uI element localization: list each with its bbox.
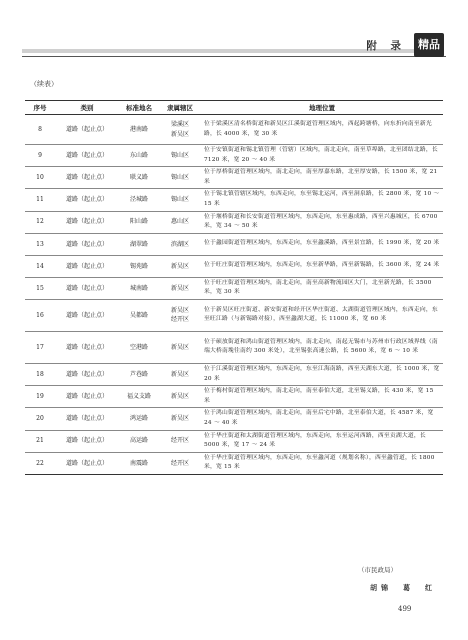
header-bar [22,49,420,53]
cell-district: 锡山区 [159,167,201,189]
cell-no: 14 [25,255,55,277]
cell-no: 17 [25,331,55,363]
cell-no: 19 [25,386,55,408]
table-row [25,331,443,363]
cell-location: 位于梅村街道管理区域内，南北走向，南至泰伯大道，北至锡义路，长 430 米，宽 15 米 [201,386,443,408]
cell-location: 位于华庄街道和太湖街道管理区域内，东西走向，东至运河西路，西至贡湖大道，长 5000 米，宽 17 ～ 24 米 [201,430,443,452]
table-row [25,167,443,189]
cell-location: 位于鸿山街道管理区域内，南北走向，南至后宅中路，北至泰伯大道，长 4587 米，宽 24 ～ 40 米 [201,408,443,430]
continuation-note: （续表） [30,80,58,88]
author-line: 胡锦 葛 红 [370,583,436,592]
page-header [0,0,468,64]
cell-district: 梁溪区 新吴区 [159,115,201,145]
cell-name: 高运路 [119,430,159,452]
table-row [25,211,443,233]
cell-location: 位于江溪街道管理区域内，东西走向，东至江海南路，西至天湖东大道，长 1000 米，宽 20 米 [201,363,443,385]
cell-name: 南震路 [119,452,159,474]
cell-location: 位于新吴区旺庄街道、新安街道和经开区华庄街道、太湖街道管理区域内，东西走向，东至旺江路（与新锡路对接），西至蠡湖大道，长 11000 米，宽 60 米 [201,299,443,331]
cell-no: 8 [25,115,55,145]
cell-location: 位于硕放街道和鸿山街道管理区域内，南北走向，南起无锡市与苏州市行政区域界线（南端大桥南堍往南约 300 米处），北至锡张高速公路，长 5600 米，宽 6 ～ 10 米 [201,331,443,363]
cell-name: 吴都路 [119,299,159,331]
table-row [25,408,443,430]
table-row [25,452,443,474]
cell-district: 经开区 [159,452,201,474]
cell-cat: 道路（起止点） [55,363,119,385]
cell-no: 15 [25,277,55,299]
cell-cat: 道路（起止点） [55,255,119,277]
cell-cat: 道路（起止点） [55,211,119,233]
cell-location: 位于厚桥街道管理区域内，南北走向，南至厚嘉东路，北至厚安路，长 1500 米，宽 21 米 [201,167,443,189]
cell-cat: 道路（起止点） [55,189,119,211]
cell-location: 位于蠡园街道管理区域内，东西走向，东至蠡溪路，西至景宜路，长 1990 米，宽 20 米 [201,233,443,255]
table-row [25,115,443,145]
cell-district: 锡山区 [159,145,201,167]
cell-cat: 道路（起止点） [55,115,119,145]
cell-cat: 道路（起止点） [55,277,119,299]
cell-no: 10 [25,167,55,189]
table-row [25,255,443,277]
cell-no: 12 [25,211,55,233]
cell-name: 锡苑路 [119,255,159,277]
cell-district: 锡山区 [159,189,201,211]
cell-district: 滨湖区 [159,233,201,255]
cell-location: 位于梁溪区清名桥街道和新吴区江溪街道管理区域内，西起跨塘桥，向东折向南至新光路，长 4000 米，宽 30 米 [201,115,443,145]
cell-no: 9 [25,145,55,167]
table-row [25,430,443,452]
cell-name: 空港路 [119,331,159,363]
cell-district: 新吴区 [159,408,201,430]
cell-cat: 道路（起止点） [55,167,119,189]
table-row [25,277,443,299]
cell-location: 位于堰桥街道和长安街道管理区域内，东西走向，东至惠成路，西至兴惠城区，长 6700 米，宽 34 ～ 50 米 [201,211,443,233]
table-row [25,233,443,255]
cell-name: 联义路 [119,167,159,189]
cell-name: 泾城路 [119,189,159,211]
cell-cat: 道路（起止点） [55,331,119,363]
cell-cat: 道路（起止点） [55,233,119,255]
table-row [25,386,443,408]
cell-cat: 道路（起止点） [55,299,119,331]
cell-location: 位于旺庄街道管理区域内，南北走向，南至高新物流园区大门，北至新光路，长 3500 米，宽 30 米 [201,277,443,299]
cell-district: 新吴区 [159,363,201,385]
cell-no: 18 [25,363,55,385]
cell-name: 阳山路 [119,211,159,233]
cell-cat: 道路（起止点） [55,408,119,430]
cell-location: 位于华庄街道管理区域内，东西走向，东至蠡河道（规划名称），西至蠡管道，长 1800 米，宽 15 米 [201,452,443,474]
page-number: 499 [398,605,412,613]
column-header: 地理位置 [201,101,443,115]
column-header: 类别 [55,101,119,115]
cell-cat: 道路（起止点） [55,452,119,474]
cell-cat: 道路（起止点） [55,145,119,167]
cell-district: 新吴区 [159,255,201,277]
cell-name: 港南路 [119,115,159,145]
cell-district: 新吴区 [159,277,201,299]
cell-name: 东山路 [119,145,159,167]
cell-cat: 道路（起止点） [55,430,119,452]
table-row [25,299,443,331]
cell-no: 20 [25,408,55,430]
cell-location: 位于锡北镇管辖区域内，东西走向，东至锡北运河，西至洞泉路，长 2800 米，宽 10 ～ 15 米 [201,189,443,211]
cell-no: 16 [25,299,55,331]
cell-no: 13 [25,233,55,255]
cell-name: 湖翠路 [119,233,159,255]
cell-district: 新吴区 经开区 [159,299,201,331]
cell-location: 位于安镇街道和锡北镇管理（管辖）区域内，南北走向，南至草埠路，北至团结北路，长 7120 米，宽 20 ～ 40 米 [201,145,443,167]
cell-name: 城南路 [119,277,159,299]
place-names-table [25,100,443,475]
section-label: 附 录 [366,40,406,52]
cell-district: 经开区 [159,430,201,452]
cell-location: 位于旺庄街道管理区域内，东西走向，东至新华路，西至新锡路，长 3600 米，宽 24 米 [201,255,443,277]
cell-no: 22 [25,452,55,474]
cell-district: 新吴区 [159,331,201,363]
cell-name: 鸿运路 [119,408,159,430]
cell-district: 新吴区 [159,386,201,408]
source-note: （市民政局） [358,566,397,574]
cell-no: 11 [25,189,55,211]
cell-name: 芦巷路 [119,363,159,385]
column-header: 序号 [25,101,55,115]
table-row [25,189,443,211]
cell-district: 惠山区 [159,211,201,233]
table-header-row [25,101,443,115]
table-row [25,363,443,385]
header-rule [22,56,446,57]
table-row [25,145,443,167]
cell-name: 福义支路 [119,386,159,408]
column-header: 隶属辖区 [159,101,201,115]
cell-no: 21 [25,430,55,452]
book-logo-icon: 精品 [414,33,444,57]
cell-cat: 道路（起止点） [55,386,119,408]
column-header: 标准地名 [119,101,159,115]
